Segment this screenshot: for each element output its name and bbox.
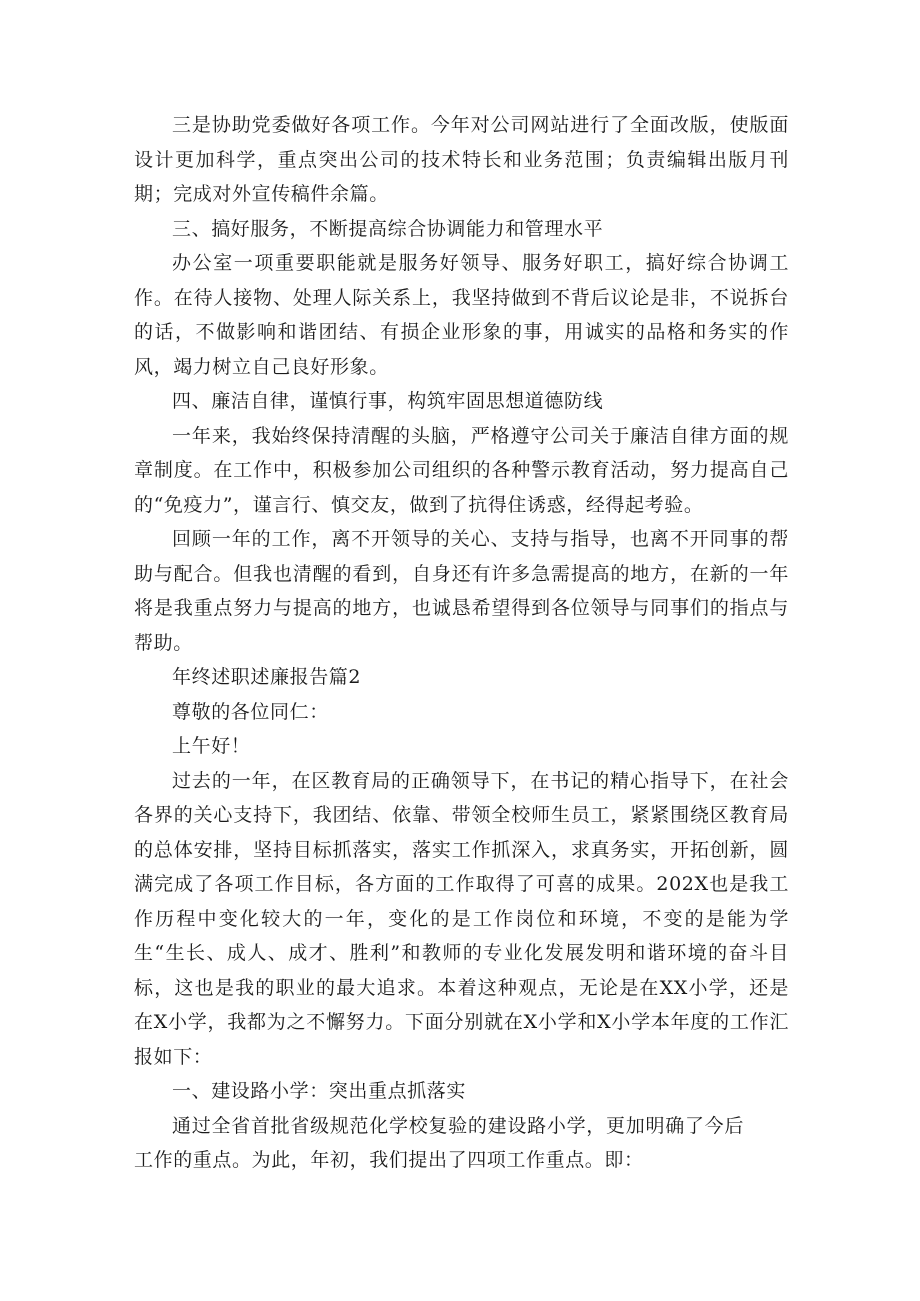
paragraph-past-year: 过去的一年，在区教育局的正确领导下，在书记的精心指导下，在社会各界的关心支持下，我团结、依靠、带领全校师生员工，紧紧围绕区教育局的总体安排，坚持目标抓落实，落实工作抓深入，求真务实，开拓创新，圆满完成了各项工作目标，各方面的工作取得了可喜的成果。202X也是我工作历程中变化较大的一年，变化的是工作岗位和环境，不变的是能为学生“生长、成人、成才、胜利”和教师的专业化发展发明和谐环境的奋斗目标，这也是我的职业的最大追求。本着这种观点，无论是在XX小学，还是在X小学，我都为之不懈努力。下面分别就在X小学和X小学本年度的工作汇报如下： (134, 769, 789, 1068)
heading-school: 一、建设路小学：突出重点抓落实 (172, 1080, 467, 1102)
paragraph-self-discipline: 一年来，我始终保持清醒的头脑，严格遵守公司关于廉洁自律方面的规章制度。在工作中，积极参加公司组织的各种警示教育活动，努力提高自己的“免疫力”，谨言行、慎交友，做到了抗得住诱惑，经得起考验。 (134, 424, 789, 516)
paragraph-party-work: 三是协助党委做好各项工作。今年对公司网站进行了全面改版，使版面设计更加科学，重点突出公司的技术特长和业务范围；负责编辑出版月刊期；完成对外宣传稿件余篇。 (134, 114, 789, 205)
paragraph-review: 回顾一年的工作，离不开领导的关心、支持与指导，也离不开同事的帮助与配合。但我也清醒的看到，自身还有许多急需提高的地方，在新的一年将是我重点努力与提高的地方，也诚恳希望得到各位领导与同事们的指点与帮助。 (134, 528, 789, 654)
heading-service: 三、搞好服务，不断提高综合协调能力和管理水平 (172, 217, 604, 240)
salutation: 尊敬的各位同仁： (172, 700, 329, 723)
paragraph-office-duty: 办公室一项重要职能就是服务好领导、服务好职工，搞好综合协调工作。在待人接物、处理人际关系上，我坚持做到不背后议论是非，不说拆台的话，不做影响和谐团结、有损企业形象的事，用诚实的品格和务实的作风，竭力树立自己良好形象。 (134, 252, 789, 378)
section-title-report-2: 年终述职述廉报告篇2 (172, 666, 362, 688)
document-page (134, 108, 789, 1178)
paragraph-school-focus: 通过全省首批省级规范化学校复验的建设路小学，更加明确了今后工作的重点。为此，年初，我们提出了四项工作重点。即： (134, 1114, 744, 1171)
greeting: 上午好！ (172, 735, 251, 757)
heading-integrity: 四、廉洁自律，谨慎行事，构筑牢固思想道德防线 (172, 390, 604, 412)
